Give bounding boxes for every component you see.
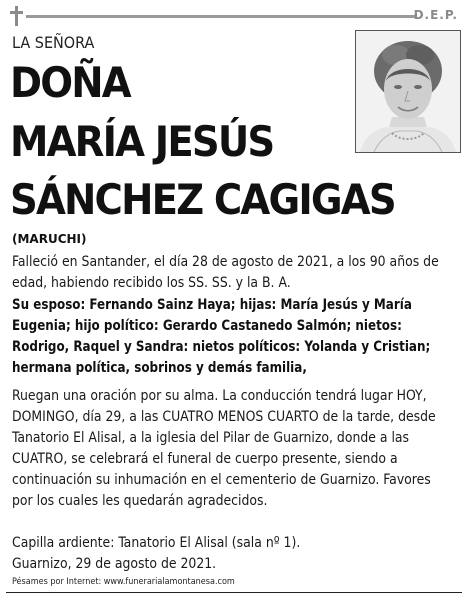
family-text: Su esposo: Fernando Sainz Haya; hijas: María Jesús y María Eugenia; hijo político: Gerardo Castanedo Salmón; nietos: Rodrigo, Raquel y Sandra: nietos políticos: Yolanda y Cristian; hermana política, sobrinos y demás familia,	[12, 297, 431, 376]
deceased-name-line-3: SÁNCHEZ CAGIGAS	[10, 175, 395, 224]
chapel-text: Capilla ardiente: Tanatorio El Alisal (sala nº 1).	[12, 535, 301, 551]
request-text: Ruegan una oración por su alma. La conducción tendrá lugar HOY, DOMINGO, día 29, a las CUATRO MENOS CUARTO de la tarde, desde Tanatorio El Alisal, a la iglesia del Pilar de Guarnizo, donde a las CUATRO, se celebrará el funeral de cuerpo presente, siendo a continuación su inhumación en el cementerio de Guarnizo. Favores por los cuales les quedarán agradecidos.	[12, 388, 436, 509]
intro-label: LA SEÑORA	[12, 33, 95, 52]
place-date-text: Guarnizo, 29 de agosto de 2021.	[12, 556, 217, 572]
deceased-nickname: (MARUCHI)	[12, 232, 87, 246]
deceased-name-line-1: DOÑA	[10, 58, 130, 107]
cross-icon	[9, 6, 23, 26]
deceased-name-line-2: MARÍA JESÚS	[10, 117, 274, 166]
announcement-text: Falleció en Santander, el día 28 de agosto de 2021, a los 90 años de edad, habiendo recibido los SS. SS. y la B. A.	[12, 254, 439, 291]
portrait-image	[356, 31, 460, 152]
condolences-web-text: Pésames por Internet: www.funerarialamontanesa.com	[12, 577, 235, 587]
footer-rule	[6, 592, 462, 593]
deceased-portrait	[355, 30, 461, 153]
header-rule	[26, 15, 415, 18]
dep-label: D.E.P.	[413, 8, 458, 22]
